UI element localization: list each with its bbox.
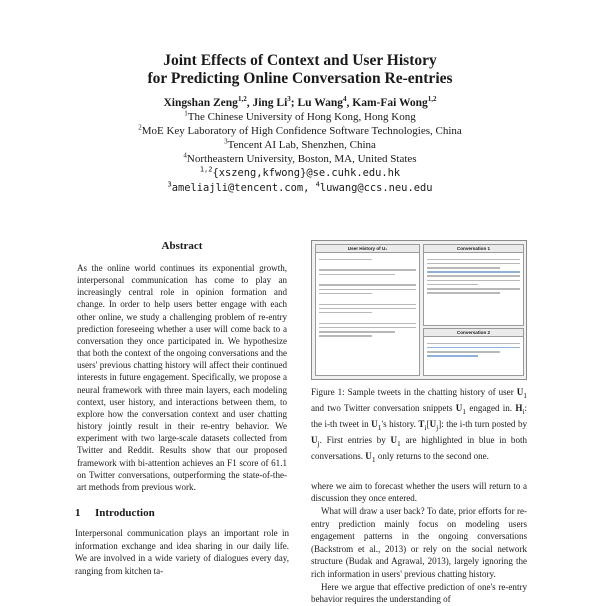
paragraph: Here we argue that effective prediction of one's re-entry behavior requires the understanding of [311,581,527,605]
figure-text-line [427,288,520,290]
figure-text-line [427,343,520,345]
author-list [0,96,600,110]
conversation-2-header: Conversation 2 [424,329,523,337]
affiliation-text: MoE Key Laboratory of High Confidence Software Technologies, China [141,125,462,137]
user-history-header: User History of U₁ [316,245,419,253]
affiliation-text: The Chinese University of Hong Kong, Hong Kong [187,111,416,123]
title-line-1: Joint Effects of Context and User History [163,52,437,69]
email-sup: 3 [167,180,172,189]
caption-subscript: j [436,422,439,432]
author-name: Xingshan Zeng [163,97,238,109]
caption-text: ]: the i-th turn posted by [438,418,527,429]
caption-subscript: 1 [371,454,376,464]
figure-text-line [319,323,416,325]
figure-gap [319,278,416,282]
author-sup: 3 [287,95,291,104]
caption-subscript: 1 [523,390,527,400]
figure-text-line [319,293,372,295]
affiliation-text: Northeastern University, Boston, MA, United States [186,153,417,165]
caption-symbol: H [515,402,523,413]
affiliation [0,138,600,152]
figure-text-line [427,267,500,269]
figure-text-line [427,263,520,265]
figure-text-line [319,335,372,337]
conversation-1-turns [424,253,523,299]
affiliation-sup: 2 [138,123,142,132]
section-heading-introduction [75,507,289,519]
figure-1 [311,240,527,380]
caption-text: : the i-th tweet in [311,402,527,429]
caption-symbol: U [311,434,318,445]
email-sup: 4 [315,180,320,189]
figure-gap [319,316,416,320]
caption-subscript: 1 [377,422,382,432]
figure-text-line [319,289,416,291]
right-column [311,240,527,606]
caption-subscript: i [522,406,525,416]
email-line-1 [0,166,600,181]
caption-text: and two Twitter conversation snippets [311,402,456,413]
conversation-2-turns [424,337,523,362]
caption-symbol: U [371,418,378,429]
caption-subscript: 1 [397,438,401,448]
caption-text: are highlighted in blue in both conversations. [311,434,528,461]
conversation-2-panel [423,328,524,376]
caption-symbol: U [516,387,524,397]
author-name: Lu Wang [297,97,343,109]
figure-caption [311,386,527,466]
figure-text-line [427,351,500,353]
figure-highlight-line [427,271,520,273]
figure-text-line [319,269,416,271]
figure-highlight-line [427,347,520,349]
caption-text: engaged in. [466,402,516,413]
affiliation-sup: 3 [224,137,228,146]
user-history-panel [315,244,420,376]
title-line-2: for Predicting Online Conversation Re-entries [147,70,453,87]
caption-symbol: U [429,418,437,429]
paragraph: where we aim to forecast whether the users will return to a discussion they once entered. [311,480,527,504]
caption-text: [ [426,418,430,429]
introduction-text: Interpersonal communication plays an important role in information exchange and idea sharing in our daily life. We are involved in a wide variety of dialogues every day, ranging from kitchen ta- [75,527,289,576]
affiliation-text: Tencent AI Lab, Shenzhen, China [227,139,376,151]
caption-text: only returns to the second one. [375,450,489,461]
email-text: ameliajli@tencent.com, [171,182,316,194]
figure-text-line [319,327,416,329]
email-text: luwang@ccs.neu.edu [319,182,433,194]
affiliation [0,110,600,124]
affiliation-sup: 1 [184,109,188,118]
abstract-text: As the online world continues its exponential growth, interpersonal communication has come to play an increasingly central role in opinion formation and change. In order to help users better engage with each other online, we study a challenging problem of re-entry prediction foreseeing whether a user will come back to a conversation they once participated in. We hypothesize that both the context of the ongoing conversations and the users' previous chatting history will affect their continued interests in future engagement. Specifically, we propose a neural framework with three main layers, each modeling context, user history, and interactions between them, to explore how the conversation context and user chatting history jointly result in their re-entry behavior. We experiment with two large-scale datasets collected from Twitter and Reddit. Results show that our proposed framework with bi-attention achieves an F1 score of 61.1 on Twitter conversations, outperforming the state-of-the-art methods from previous work. [77,263,287,492]
author-sep: , [246,97,253,109]
caption-subscript: 1 [462,406,467,416]
author-sup: 4 [343,95,347,104]
left-column [75,240,289,577]
conversation-1-header: Conversation 1 [424,245,523,253]
figure-text-line [427,275,520,277]
user-history-tweets [316,253,419,342]
caption-label: Figure 1: [311,387,345,397]
figure-text-line [319,274,395,276]
figure-text-line [319,312,372,314]
caption-text: 's history. [381,418,419,429]
caption-symbol: U [365,450,372,461]
paper-title [0,52,600,88]
affiliation-sup: 4 [183,151,187,160]
email-line-2 [0,181,600,196]
affiliation [0,124,600,138]
caption-symbol: U [455,402,463,413]
caption-symbol: T [418,418,425,429]
figure-text-line [427,292,500,294]
author-sep: ; [290,97,298,109]
figure-text-line [319,284,416,286]
title-block [0,52,600,196]
email-text: {xszeng,kfwong}@se.cuhk.edu.hk [212,167,401,179]
author-name: Jing Li [252,97,288,109]
abstract-heading: Abstract [161,240,203,252]
author-sup: 1,2 [427,95,437,104]
figure-text-line [319,331,395,333]
figure-text-line [319,259,372,261]
caption-subscript: i [424,422,427,432]
paragraph: What will draw a user back? To date, prior efforts for re-entry prediction mainly focus on modeling users engagement patterns in the ongoing conversations (Backstrom et al., 2013) or rely on the social network structure (Budak and Agrawal, 2013), largely ignoring the rich information in users' previous chatting history. [311,505,527,579]
caption-symbol: U [390,434,398,445]
section-number: 1 [75,506,81,519]
figure-text-line [427,280,520,282]
section-title: Introduction [95,506,155,519]
author-sup: 1,2 [237,95,247,104]
author-sep: , [346,97,353,109]
figure-gap [319,297,416,301]
figure-text-line [319,308,416,310]
figure-gap [319,263,416,267]
conversation-1-panel [423,244,524,326]
right-column-text [311,480,527,606]
affiliation [0,152,600,166]
figure-text-line [319,304,416,306]
author-name: Kam-Fai Wong [352,97,428,109]
email-sup: 1,2 [199,165,213,174]
caption-subscript: j [317,438,320,448]
figure-text-line [427,284,478,286]
caption-text: Sample tweets in the chatting history of user [344,387,517,397]
figure-highlight-line [427,355,478,357]
figure-text-line [427,259,520,261]
caption-text: . First entries by [319,434,391,445]
